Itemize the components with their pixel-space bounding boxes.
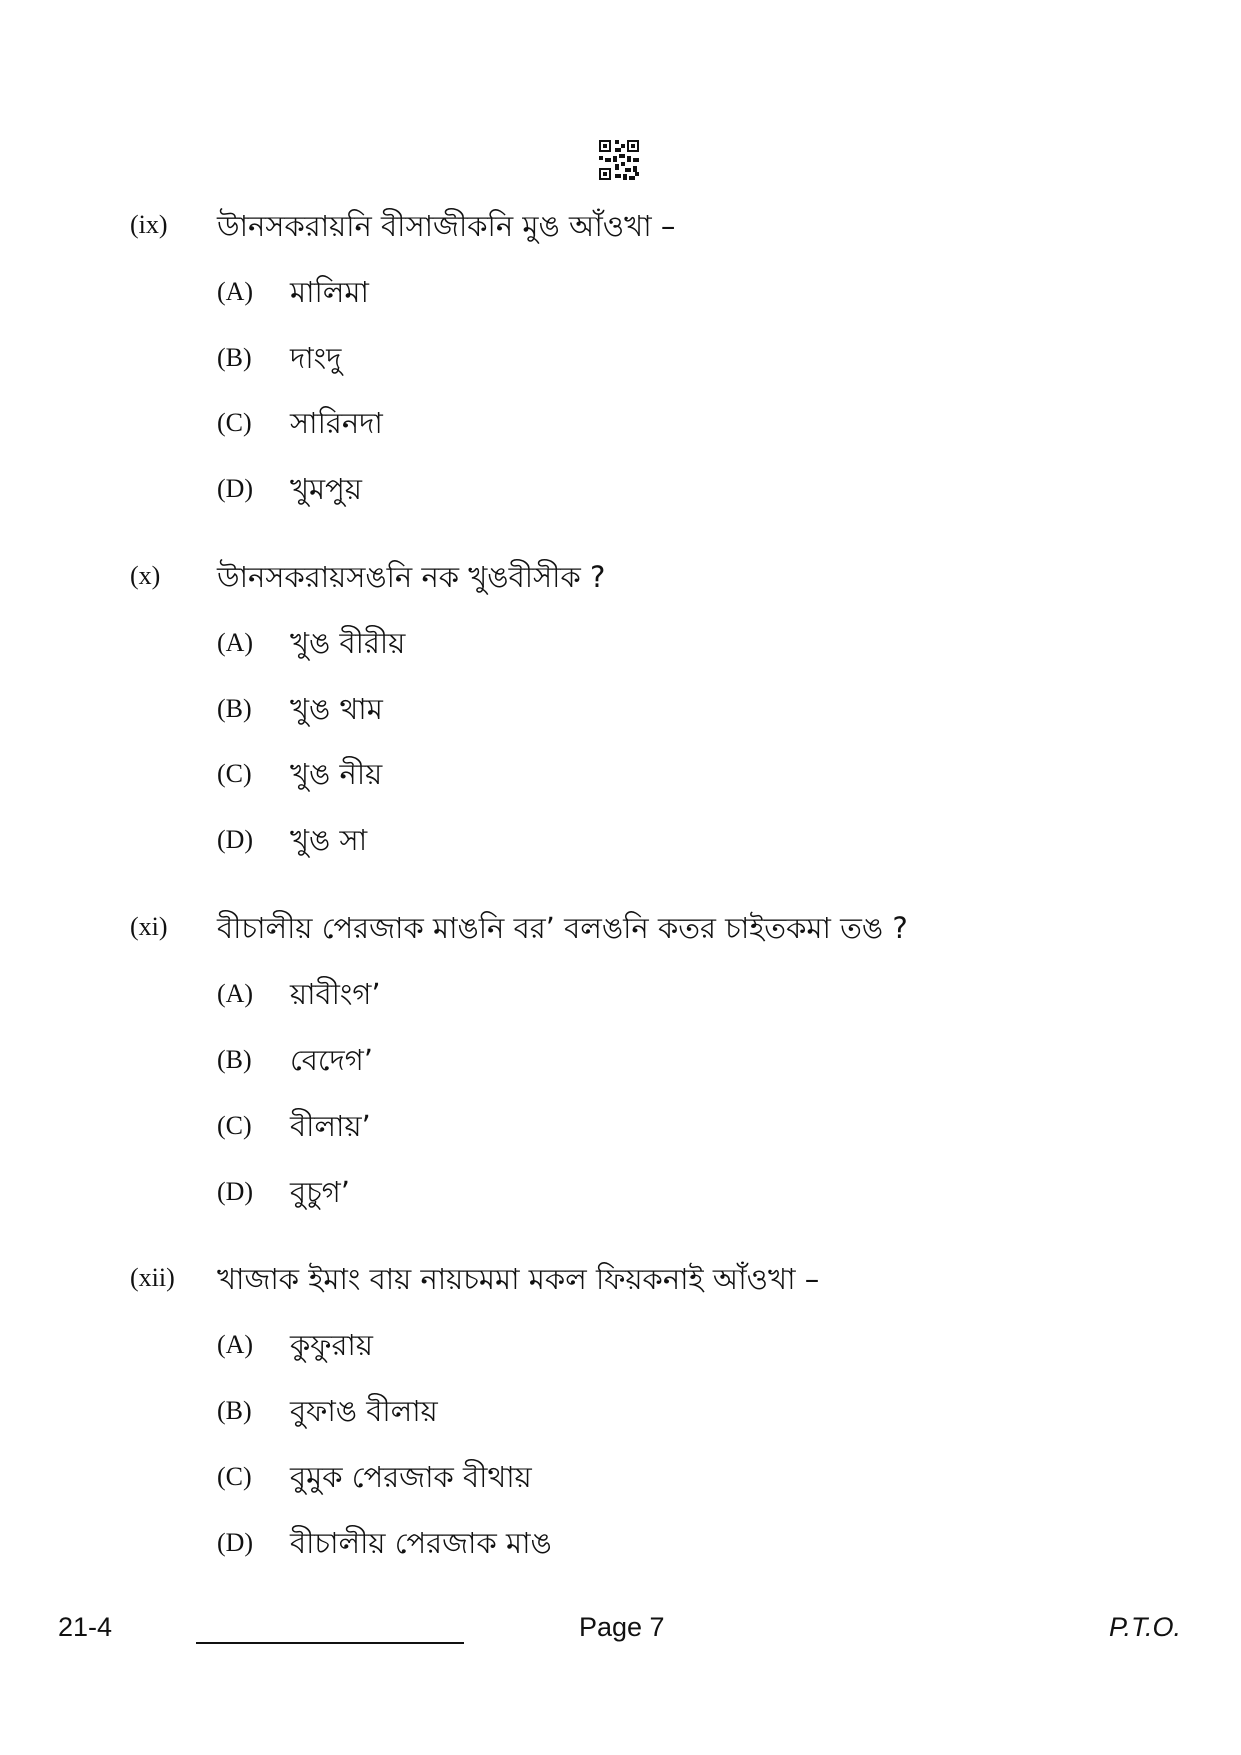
option-text: বীলায়’ [290,1109,371,1143]
question-text: উানসকরায়সঙনি নক খুঙবীসীক ? [217,560,606,594]
option-text: বুমুক পেরজাক বীথায় [290,1460,532,1494]
option-label: (B) [217,694,252,723]
option-text: দাংদু [290,341,342,375]
question-number: (xi) [130,912,168,941]
option-label: (D) [217,825,254,854]
page-number: Page 7 [579,1612,665,1642]
option-text: খুমপুয় [290,472,362,506]
option-text: কুফুরায় [290,1328,373,1362]
question-text: খাজাক ইমাং বায় নায়চমমা মকল ফিয়কনাই আঁওখা – [217,1262,820,1296]
option-text: খুঙ নীয় [290,757,383,791]
option-label: (A) [217,277,254,306]
footer-code: 21-4 [58,1612,113,1642]
option-label: (C) [217,759,252,788]
option-label: (C) [217,1111,252,1140]
please-turn-over: P.T.O. [1109,1612,1182,1642]
option-label: (B) [217,1396,252,1425]
question-text: বীচালীয় পেরজাক মাঙনি বর’ বলঙনি কতর চাইতকমা তঙ ? [217,911,908,945]
option-label: (C) [217,1462,252,1491]
option-label: (B) [217,1045,252,1074]
option-label: (C) [217,408,252,437]
option-text: বুফাঙ বীলায় [290,1394,438,1428]
option-text: সারিনদা [290,406,383,440]
option-label: (D) [217,1177,254,1206]
option-text: মালিমা [290,275,369,309]
option-text: বীচালীয় পেরজাক মাঙ [290,1526,552,1560]
option-text: খুঙ বীরীয় [290,626,406,660]
option-label: (D) [217,1528,254,1557]
question-number: (x) [130,561,161,590]
qr-code-icon [599,140,639,180]
footer-divider [196,1642,464,1644]
option-label: (B) [217,343,252,372]
option-text: বেদেগ’ [290,1043,374,1077]
question-number: (xii) [130,1263,175,1292]
option-label: (D) [217,474,254,503]
option-text: য়াবীংগ’ [290,977,381,1011]
option-text: খুঙ থাম [290,692,383,726]
option-text: খুঙ সা [290,823,368,857]
question-number: (ix) [130,210,168,239]
option-label: (A) [217,628,254,657]
option-label: (A) [217,1330,254,1359]
question-text: উানসকরায়নি বীসাজীকনি মুঙ আঁওখা – [217,209,676,243]
option-text: বুচুগ’ [290,1175,351,1209]
option-label: (A) [217,979,254,1008]
